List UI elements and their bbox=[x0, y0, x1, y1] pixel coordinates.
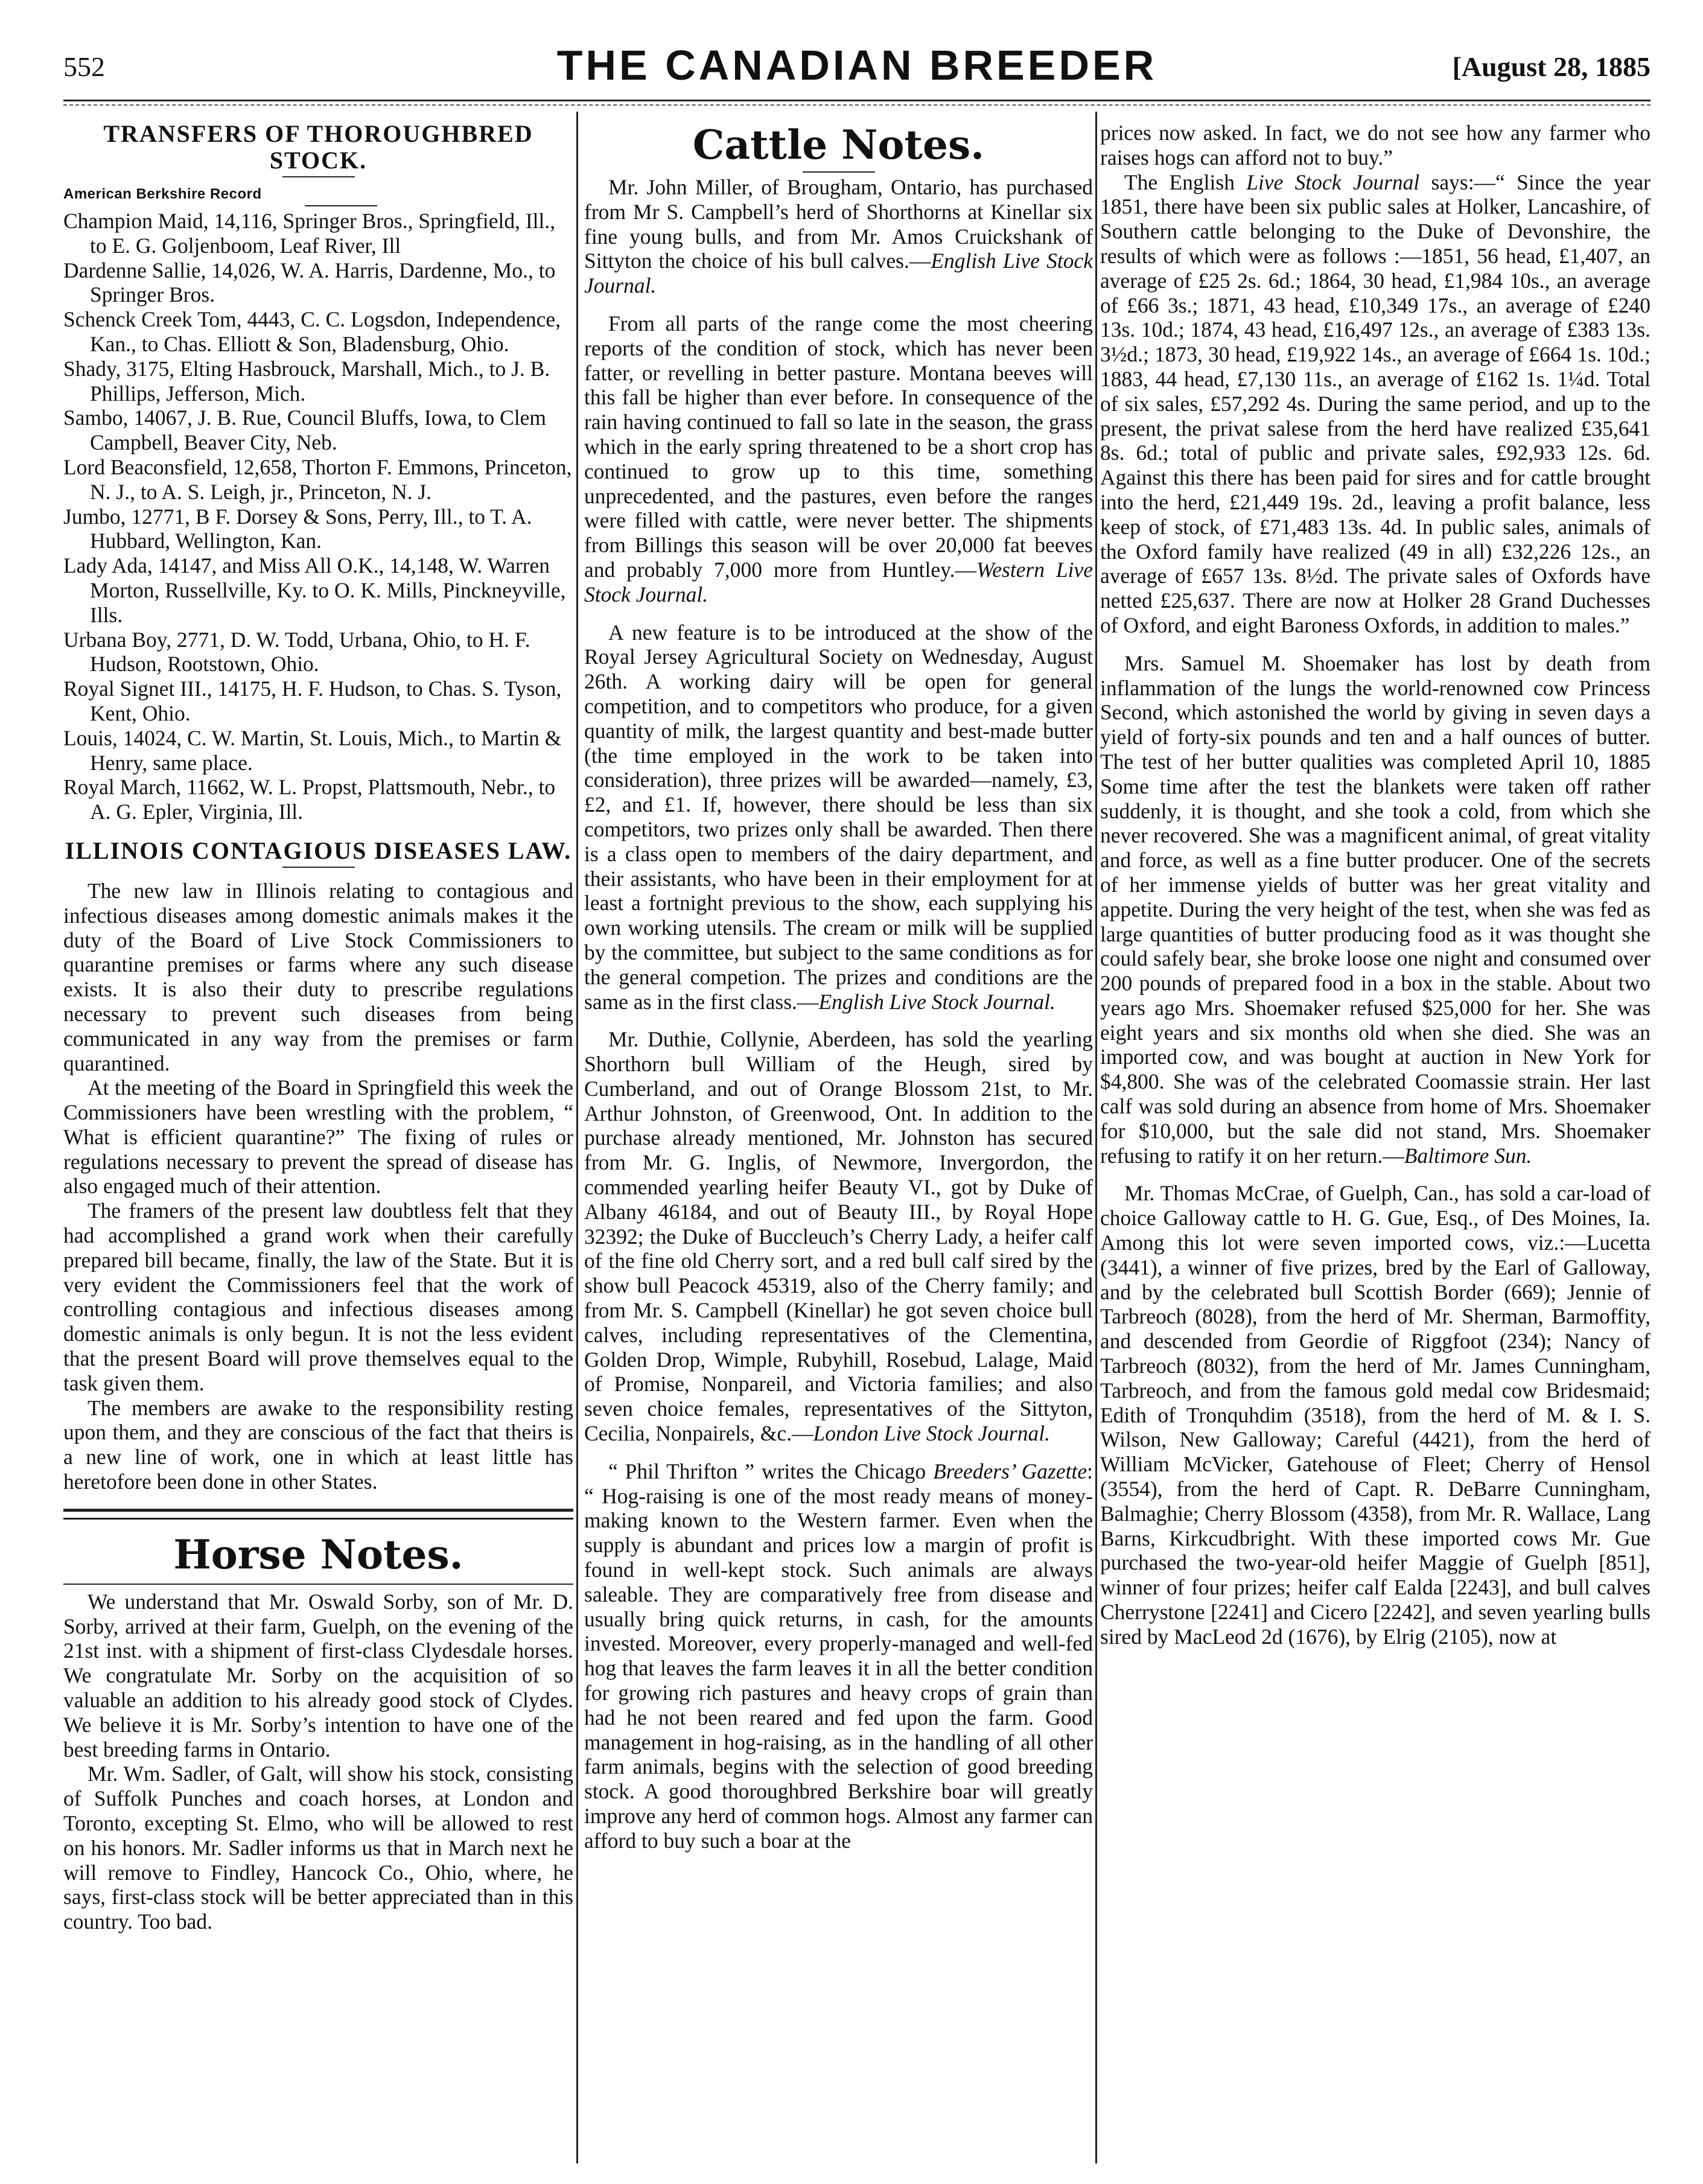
column-divider-2 bbox=[1095, 112, 1097, 2163]
section-rule bbox=[63, 1584, 573, 1585]
publication-name: Live Stock Journal bbox=[1246, 170, 1420, 194]
transfers-subheading: American Berkshire Record bbox=[63, 186, 262, 202]
paragraph-text: Mr. Duthie, Collynie, Aberdeen, has sold the yearling Shorthorn bull William of the Heugh, sired by Cumberland, and out of Orange Blossom 21st, to Mr. Arthur Johnston, of Greenwood, Ont. In addition to the purchase already mentioned, Mr. Johnston has secured from Mr. G. Inglis, of Newmore, Invergordon, the commended yearling heifer Beauty VI., got by Duke of Albany 46184, and out of Beauty III., by Royal Hope 32392; the Duke of Buccleuch’s Cherry Lady, a heifer calf of the fine old Cherry sort, and a red bull calf sired by the show bull Peacock 45319, also of the Cherry family; and from Mr. S. Campbell (Kinellar) he got seven choice bull calves, including representatives of the Clementina, Golden Drop, Wimple, Rubyhill, Rosebud, Lalage, Maid of Promise, Nonpareil, and Victoria families; and also seven choice females, representatives of the Sittyton, Cecilia, Nonpairels, &c.— bbox=[584, 1027, 1093, 1446]
article-paragraph bbox=[584, 1459, 1093, 1853]
column-2 bbox=[584, 121, 1093, 2173]
article-paragraph bbox=[584, 620, 1093, 1014]
transfer-entry: Shady, 3175, Elting Hasbrouck, Marshall, Mich., to J. B. Phillips, Jefferson, Mich. bbox=[63, 356, 550, 406]
horse-notes-heading: Horse Notes. bbox=[173, 1530, 463, 1578]
source-credit: Western Live Stock Journal. bbox=[584, 557, 1093, 606]
paragraph-text: The English bbox=[1124, 170, 1247, 194]
article-paragraph bbox=[584, 175, 1093, 298]
subheading-rule bbox=[305, 205, 377, 206]
masthead-rule bbox=[63, 100, 1650, 106]
article-paragraph: The new law in Illinois relating to contagious and infectious diseases among domestic animals makes it the duty of the Board of Live Stock Commissioners to quarantine premises or farms where any such disease exists. It is also their duty to prescribe regulations necessary to prevent such diseases from being communicated in any way from the premises or farm quarantined. bbox=[63, 878, 573, 1075]
article-paragraph bbox=[584, 1027, 1093, 1446]
publication-name: Breeders’ Gazette bbox=[933, 1459, 1087, 1483]
section-double-rule bbox=[63, 1509, 573, 1520]
transfer-entry: Lord Beaconsfield, 12,658, Thorton F. Emmons, Princeton, N. J., to A. S. Leigh, jr., Princeton, N. J. bbox=[63, 454, 572, 504]
heading-rule bbox=[803, 171, 875, 173]
article-paragraph: The members are awake to the responsibility resting upon them, and they are conscious of the fact that theirs is a new line of work, one in which at least little has heretofore been done in other States. bbox=[63, 1395, 573, 1494]
transfer-entry: Dardenne Sallie, 14,026, W. A. Harris, Dardenne, Mo., to Springer Bros. bbox=[63, 258, 556, 307]
source-credit: English Live Stock Journal. bbox=[584, 249, 1093, 298]
paragraph-text: “ Phil Thrifton ” writes the Chicago bbox=[608, 1459, 934, 1483]
issue-date: [August 28, 1885 bbox=[1452, 51, 1650, 82]
heading-rule bbox=[282, 176, 355, 177]
source-credit: Baltimore Sun. bbox=[1404, 1143, 1532, 1168]
paragraph-text: : “ Hog-raising is one of the most ready means of money-making known to the Western farmer. Even when the supply is abundant and prices low a margin of profit is found in well-kept stock. Such animals are always saleable. They are comparatively free from disease and usually bring quick returns, in cash, for the amounts invested. Moreover, every properly-managed and well-fed hog that leaves the farm leaves it in all the better condition for growing rich pastures and heavy crops of grain than had he not been reared and fed upon the farm. Good management in hog-raising, as in the handling of all other farm animals, begins with the selection of good breeding stock. A good thoroughbred Berkshire boar will greatly improve any herd of common hogs. Almost any farmer can afford to buy such a boar at the bbox=[584, 1459, 1093, 1853]
article-paragraph: We understand that Mr. Oswald Sorby, son of Mr. D. Sorby, arrived at their farm, Guelph, on the evening of the 21st inst. with a shipment of first-class Clydesdale horses. We congratulate Mr. Sorby on the acquisition of so valuable an addition to his already good stock of Clydes. We believe it is Mr. Sorby’s intention to have one of the best breeding farms in Ontario. bbox=[63, 1589, 573, 1762]
paragraph-text: Mrs. Samuel M. Shoemaker has lost by death from inflammation of the lungs the world-renowned cow Princess Second, which astonished the world by giving in seven days a yield of forty-six pounds and ten and a half ounces of butter. The test of her butter qualities was completed April 10, 1885 Some time after the test the blankets were taken off rather suddenly, it is thought, and she took a cold, from which she never recovered. She was a magnificent animal, of great vitality and force, as well as a fine butter producer. One of the secrets of her immense yields of butter was her great vitality and appetite. During the very height of the test, when she was fed as large quantities of butter producing food as it was thought she could safely bear, she broke loose one night and consumed over 200 pounds of prepared food in a box in the stable. About two years ago Mrs. Shoemaker refused $25,000 for her. She was eight years and six months old when she died. She was an imported cow, and was bought at auction in New York for $4,800. She was of the celebrated Coomassie strain. Her last calf was sold during an absence from home of Mrs. Shoemaker for $10,000, but the sale did not stand, Mrs. Shoemaker refusing to ratify it on her return.— bbox=[1100, 651, 1650, 1168]
article-paragraph: The framers of the present law doubtless felt that they had accomplished a grand work when their carefully prepared bill became, finally, the law of the State. But it is very evident the Commissioners feel that the work of controlling contagious and infectious diseases among domestic animals is only begun. It is not the less evident that the present Board will prove themselves equal to the task given them. bbox=[63, 1199, 573, 1395]
article-paragraph bbox=[1100, 651, 1650, 1168]
transfer-entry: Urbana Boy, 2771, D. W. Todd, Urbana, Ohio, to H. F. Hudson, Rootstown, Ohio. bbox=[63, 627, 530, 677]
transfer-entry: Royal March, 11662, W. L. Propst, Plattsmouth, Nebr., to A. G. Epler, Virginia, Ill. bbox=[63, 775, 556, 824]
transfer-entry: Champion Maid, 14,116, Springer Bros., Springfield, Ill., to E. G. Goljenboom, Leaf River, Ill bbox=[63, 209, 556, 258]
paragraph-text: Mr. John Miller, of Brougham, Ontario, has purchased from Mr S. Campbell’s herd of Shorthorns at Kinellar six fine young bulls, and from Mr. Amos Cruickshank of Sittyton the choice of his bull calves.— bbox=[584, 175, 1093, 273]
transfers-heading: TRANSFERS OF THOROUGHBRED STOCK. bbox=[103, 121, 533, 174]
paragraph-text: From all parts of the range come the most cheering reports of the condition of stock, which has never been fatter, or revelling in better pasture. Montana beeves will this fall be higher than ever before. In consequence of the rain having continued to fall so late in the season, the grass which in the early spring threatened to be a short crop has continued to grow up to this time, something unprecedented, and the pastures, even before the ranges were filled with cattle, were never better. The shipments from Billings this season will be over 20,000 fat beeves and probably 7,000 more from Huntley.— bbox=[584, 311, 1093, 582]
cattle-notes-heading: Cattle Notes. bbox=[692, 121, 985, 168]
heading-rule bbox=[282, 867, 355, 868]
illinois-heading: ILLINOIS CONTAGIOUS DISEASES LAW. bbox=[65, 836, 572, 864]
transfer-entry: Sambo, 14067, J. B. Rue, Council Bluffs, Iowa, to Clem Campbell, Beaver City, Neb. bbox=[63, 406, 547, 455]
paragraph-text: A new feature is to be introduced at the show of the Royal Jersey Agricultural Society on Wednesday, August 26th. A working dairy will be open for general competition, and to competitors who produce, for a given quantity of milk, the largest quantity and best-made butter (the time employed in the work to be taken into consideration), three prizes will be awarded—namely, £3, £2, and £1. If, however, there should be less than six competitors, two prizes only shall be awarded. Then there is a class open to members of the dairy department, and their assistants, who have been in their employment for at least a fortnight previous to the show, each supplying his own working utensils. The cream or milk will be supplied by the committee, but subject to the same conditions as for the general competion. The prizes and conditions are the same as in the first class.— bbox=[584, 620, 1093, 1014]
paragraph-text: says:—“ Since the year 1851, there have been six public sales at Holker, Lancashire, of Southern cattle belonging to the Duke of Devonshire, the results of which were as follows :—1851, 56 head, £1,407, an average of £25 2s. 6d.; 1864, 30 head, £1,984 10s., an average of £66 3s.; 1871, 43 head, £10,349 17s., an average of £240 13s. 10d.; 1874, 43 head, £16,497 12s., an average of £383 13s. 3½d.; 1873, 30 head, £19,922 14s., an average of £664 1s. 10d.; 1883, 44 head, £7,130 11s., an average of £162 1s. 1¼d. Total of six sales, £57,292 4s. During the same period, and up to the present, the privat salese from the herd have realized £35,641 8s. 6d.; total of public and private sales, £92,933 12s. 6d. Against this there has been paid for sires and for cattle brought into the herd, £21,449 19s. 2d., leaving a profit balance, less keep of stock, of £71,483 13s. 4d. In public sales, animals of the Oxford family have realized (49 in all) £32,226 12s., an average of £657 13s. 8½d. The private sales of Oxfords have netted £25,637. There are now at Holker 28 Grand Duchesses of Oxford, and eight Baroness Oxfords, in addition to males.” bbox=[1100, 170, 1650, 637]
column-1 bbox=[63, 121, 573, 2173]
source-credit: English Live Stock Journal. bbox=[818, 989, 1055, 1014]
source-credit: London Live Stock Journal. bbox=[813, 1421, 1050, 1446]
publication-title: THE CANADIAN BREEDER bbox=[556, 42, 1157, 89]
transfer-entry: Louis, 14024, C. W. Martin, St. Louis, Mich., to Martin & Henry, same place. bbox=[63, 725, 562, 775]
article-paragraph: prices now asked. In fact, we do not see how any farmer who raises hogs can afford not to buy.” bbox=[1100, 121, 1650, 170]
article-paragraph bbox=[584, 311, 1093, 607]
transfer-entry: Royal Signet III., 14175, H. F. Hudson, to Chas. S. Tyson, Kent, Ohio. bbox=[63, 677, 562, 725]
transfer-entry: Jumbo, 12771, B F. Dorsey & Sons, Perry, Ill., to T. A. Hubbard, Wellington, Kan. bbox=[63, 504, 532, 553]
column-3 bbox=[1100, 121, 1650, 2173]
article-paragraph bbox=[1100, 170, 1650, 638]
masthead bbox=[63, 34, 1650, 94]
article-paragraph: Mr. Wm. Sadler, of Galt, will show his stock, consisting of Suffolk Punches and coach horses, at London and Toronto, excepting St. Elmo, who will be allowed to rest on his honors. Mr. Sadler informs us that in March next he will remove to Findley, Hancock Co., Ohio, where, he says, first-class stock will be better appreciated than in this country. Too bad. bbox=[63, 1762, 573, 1934]
article-paragraph: At the meeting of the Board in Springfield this week the Commissioners have been wrestling with the problem, “ What is efficient quarantine?” The fixing of rules or regulations necessary to prevent the spread of disease has also engaged much of their attention. bbox=[63, 1075, 573, 1199]
transfer-entry: Schenck Creek Tom, 4443, C. C. Logsdon, Independence, Kan., to Chas. Elliott & Son, Bladensburg, Ohio. bbox=[63, 307, 561, 356]
transfer-entry: Lady Ada, 14147, and Miss All O.K., 14,148, W. Warren Morton, Russellville, Ky. to O. K. Mills, Pinckneyville, Ills. bbox=[63, 553, 566, 627]
article-paragraph: Mr. Thomas McCrae, of Guelph, Can., has sold a car-load of choice Galloway cattle to H. G. Gue, Esq., of Des Moines, Ia. Among this lot were seven imported cows, viz.:—Lucetta (3441), a winner of five prizes, bred by the Earl of Galloway, and by the celebrated bull Scottish Border (669); Jennie of Tarbreoch (8028), from the herd of Mr. Sherman, Barmoffity, and descended from Geordie of Riggfoot (234); Nancy of Tarbreoch (8032), from the herd of Mr. James Cunningham, Tarbreoch, and from the famous gold medal cow Bridesmaid; Edith of Tronquhdim (3518), from the herd of M. & I. S. Wilson, New Galloway; Careful (4421), from the herd of William McVicker, Gatehouse of Fleet; Cherry of Hensol (3554), from the herd of Capt. R. DeBarre Cunningham, Balmaghie; Cherry Blossom (4358), from Mr. R. Wallace, Lang Barns, Kirkcudbright. With these imported cows Mr. Gue purchased the two-year-old heifer Maggie of Guelph [851], winner of four prizes; heifer calf Ealda [2243], and bull calves Cherrystone [2241] and Cicero [2242], and seven yearling bulls sired by MacLeod 2d (1676), by Elrig (2105), now at bbox=[1100, 1181, 1650, 1649]
column-divider-1 bbox=[576, 112, 578, 2163]
page-number: 552 bbox=[63, 51, 105, 82]
